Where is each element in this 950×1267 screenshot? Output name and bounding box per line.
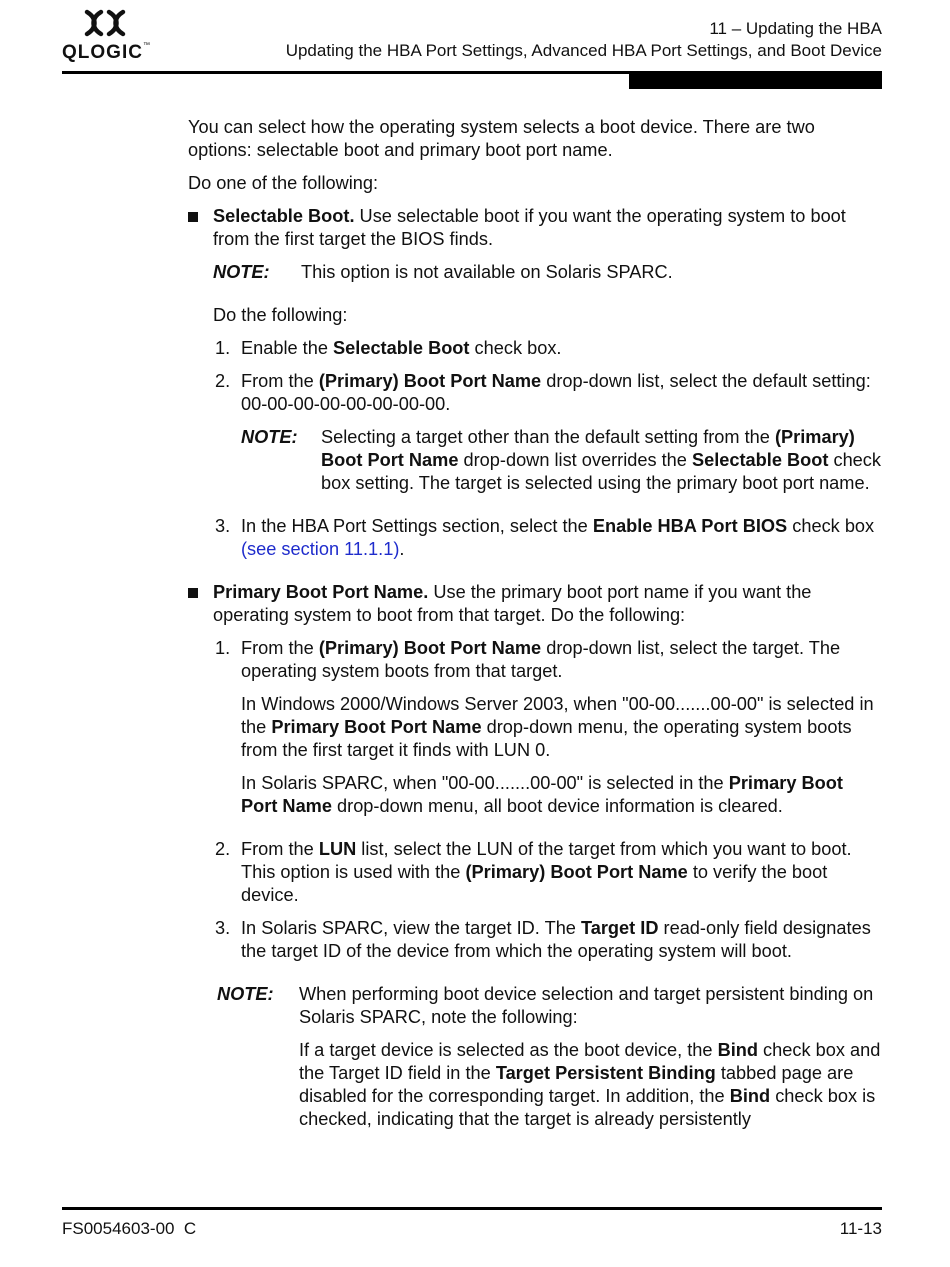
bullet-square-icon [188,212,198,222]
selectable-step-2: 2. From the (Primary) Boot Port Name drop-down list, select the default setting: 00-00-00-00-00-00-00-00. NOTE: Selecting a target other than the default setting from the (Primary) Boot Port Name drop-down list overrides the Selectable Boot check box setting. The target is selected using the primary boot port name. [215,371,881,493]
note-selectable-override: NOTE: Selecting a target other than the default setting from the (Primary) Boot Port Name drop-down list overrides the Selectable Boot check box setting. The target is selected using the primary boot port name. [241,427,881,493]
primary-step-1: 1. From the (Primary) Boot Port Name drop-down list, select the target. The operating system boots from that target. In Windows 2000/Windows Server 2003, when "00-00.......00-00" is selected in the Primary Boot Port Name drop-down menu, the operating system boots from the first target it finds with LUN 0. In Solaris SPARC, when "00-00.......00-00" is selected in the Primary Boot Port Name drop-down menu, all boot device information is cleared. [215,638,874,816]
intro-paragraph: You can select how the operating system selects a boot device. There are two options: selectable boot and primary boot port name. [188,117,815,160]
do-following-paragraph: Do the following: [213,305,348,325]
qlogic-logo-icon [83,8,127,38]
primary-boot-paragraph: Primary Boot Port Name. Use the primary boot port name if you want the operating system to boot from that target. Do the following: [213,582,812,625]
footer-doc-number: FS0054603-00 C [62,1219,197,1238]
selectable-step-1: 1. Enable the Selectable Boot check box. [215,338,562,358]
bullet-selectable-boot [188,205,882,561]
qlogic-logo [62,8,152,64]
page-body [188,116,882,1151]
bullet-square-icon [188,588,198,598]
header-accent-bar [629,74,882,89]
section-link[interactable]: (see section 11.1.1) [241,539,400,559]
header-chapter-title: 11 – Updating the HBA [709,19,882,38]
note-solaris: NOTE: This option is not available on Solaris SPARC. [213,262,673,282]
header-section-title: Updating the HBA Port Settings, Advanced HBA Port Settings, and Boot Device [285,41,882,60]
bullet-primary-boot [188,581,882,1141]
logo-wordmark: QLOGIC™ [62,42,151,63]
do-one-paragraph: Do one of the following: [188,173,379,193]
selectable-boot-paragraph: Selectable Boot. Use selectable boot if you want the operating system to boot from the first target the BIOS finds. [213,206,846,249]
selectable-step-3: 3. In the HBA Port Settings section, select the Enable HBA Port BIOS check box (see section 11.1.1). [215,516,875,559]
footer-page-number: 11-13 [839,1219,882,1238]
primary-step-3: 3. In Solaris SPARC, view the target ID. The Target ID read-only field designates the target ID of the device from which the operating system will boot. [215,918,871,961]
note-solaris-binding: NOTE: When performing boot device selection and target persistent binding on Solaris SPARC, note the following: If a target device is selected as the boot device, the Bind check box and the Target ID field in the Target Persistent Binding tabbed page are disabled for the corresponding target. In addition, the Bind check box is checked, indicating that the target is already persistently [217,984,881,1129]
primary-step-2: 2. From the LUN list, select the LUN of the target from which you want to boot. This option is used with the (Primary) Boot Port Name to verify the boot device. [215,839,852,905]
footer-rule [62,1207,882,1210]
